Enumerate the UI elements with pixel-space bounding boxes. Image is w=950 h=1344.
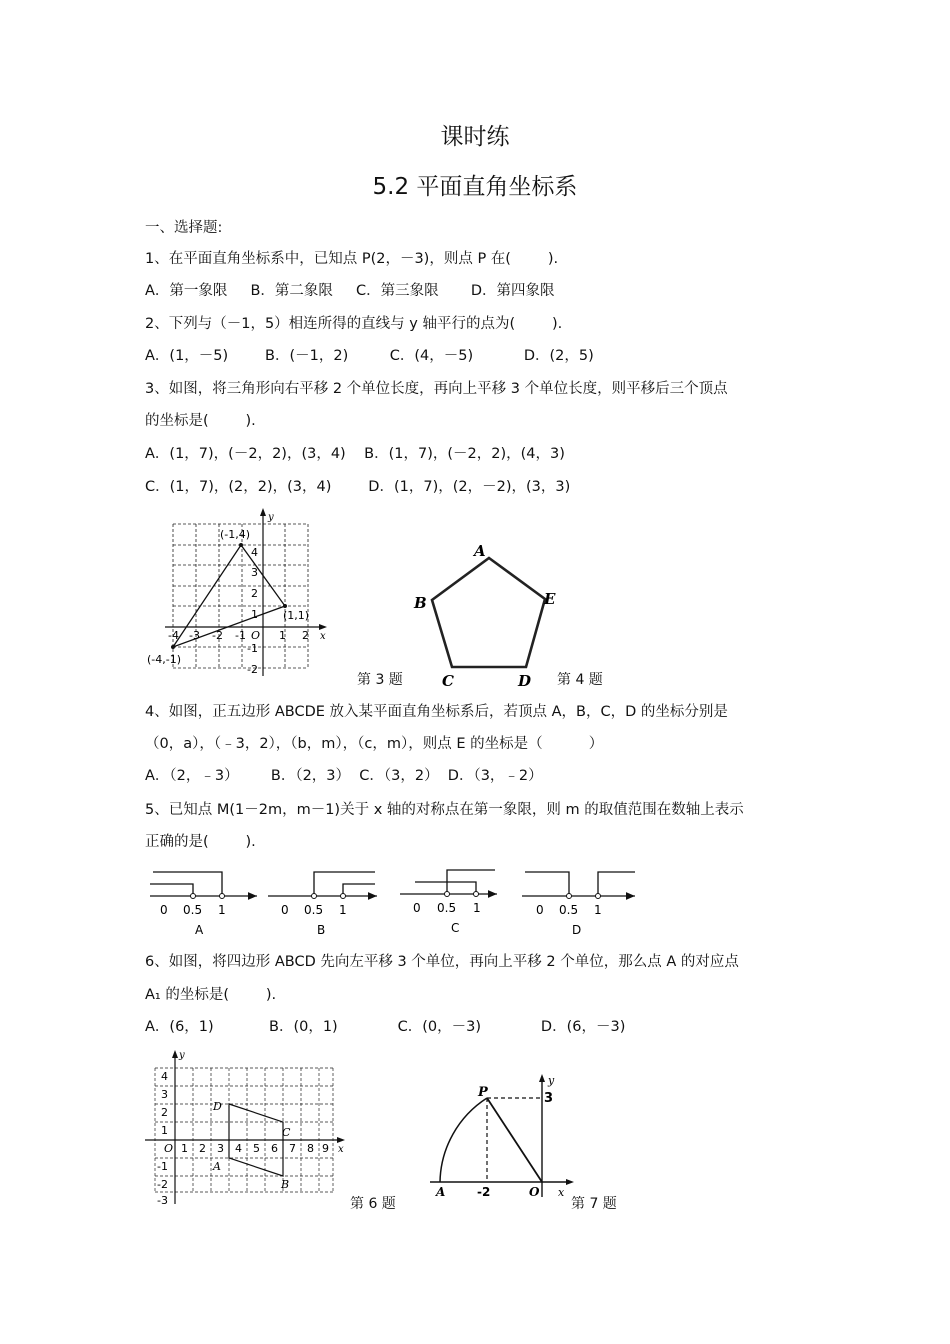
q7-x-tick-minus2: -2 (477, 1185, 491, 1199)
q7-point-a: A (436, 1185, 446, 1199)
q6-vertex-c: C (282, 1126, 291, 1139)
q1-stem: 1、在平面直角坐标系中，已知点 P(2，－3)，则点 P 在( ). (145, 251, 559, 267)
q3-origin: O (251, 629, 261, 642)
q3-stem-line1: 3、如图，将三角形向右平移 2 个单位长度，再向上平移 3 个单位长度，则平移后三个顶点 (145, 381, 728, 397)
q4-vertex-b: B (414, 594, 427, 612)
q6-x-tick: 5 (253, 1142, 260, 1155)
q4-pentagon (432, 558, 545, 667)
page-title: 课时练 (440, 124, 510, 150)
q3-y-tick: 3 (251, 566, 258, 579)
q7-segment-po (487, 1098, 542, 1182)
q5-label-a: A (195, 923, 204, 937)
q5-c-tick-05: 0.5 (437, 901, 457, 915)
section-heading: 一、选择题: (145, 220, 223, 236)
q5-label-b: B (317, 923, 326, 937)
q6-options: A．(6，1) B．(0，1) C．(0，－3) D．(6，－3) (145, 1019, 626, 1035)
q3-label-top: (-1,4) (220, 528, 251, 541)
q6-vertex-d: D (213, 1100, 222, 1113)
q3-figure (147, 508, 340, 678)
q6-caption: 第 6 题 (350, 1196, 396, 1212)
q3-x-tick: -3 (189, 629, 200, 642)
q6-y-ticks (157, 1070, 168, 1207)
q3-y-ticks (247, 546, 261, 676)
q4-vertex-c: C (442, 672, 454, 690)
q7-arc (440, 1098, 487, 1182)
q3-x-tick: 2 (302, 629, 309, 642)
q2-options: A．(1，－5) B．(－1，2) C．(4，－5) D．(2，5) (145, 348, 594, 364)
q4-vertex-a: A (474, 542, 486, 560)
q7-y-axis-label: y (548, 1074, 555, 1087)
q5-a-tick-0: 0 (160, 903, 168, 917)
q5-label-c: C (451, 921, 460, 935)
q3-stem-line2: 的坐标是( ). (145, 413, 256, 429)
q3-y-tick: -2 (247, 663, 258, 676)
q7-caption: 第 7 题 (571, 1196, 617, 1212)
q3-y-tick: 1 (251, 608, 258, 621)
q6-x-tick: 8 (307, 1142, 314, 1155)
q6-y-tick: 3 (161, 1088, 168, 1101)
q4-options: A．（2，﹣3） B．（2，3） C．（3，2） D．（3，﹣2） (145, 768, 543, 784)
q6-x-tick: 1 (181, 1142, 188, 1155)
q5-stem-line2: 正确的是( ). (145, 834, 256, 850)
q5-d-tick-0: 0 (536, 903, 544, 917)
q7-figure (430, 1072, 580, 1202)
q6-vertex-b: B (281, 1178, 290, 1191)
q6-y-tick: -2 (157, 1178, 168, 1191)
q6-x-tick: 6 (271, 1142, 278, 1155)
q3-options-ab: A．(1，7)，(－2，2)，(3，4) B．(1，7)，(－2，2)，(4，3) (145, 446, 565, 462)
q3-x-tick: -2 (212, 629, 223, 642)
q5-c-tick-1: 1 (473, 901, 481, 915)
q5-option-a-line (150, 872, 257, 937)
q7-x-axis-label: x (558, 1186, 565, 1199)
q3-y-tick: 4 (251, 546, 258, 559)
q6-y-tick: -3 (157, 1194, 168, 1207)
q6-x-tick: 2 (199, 1142, 206, 1155)
q6-axes (145, 1054, 341, 1204)
q5-label-d: D (572, 923, 582, 937)
q4-stem-line1: 4、如图，正五边形 ABCDE 放入某平面直角坐标系后，若顶点 A，B，C，D 的坐标分别是 (145, 704, 728, 720)
page-subtitle: 5.2 平面直角坐标系 (372, 174, 578, 200)
q3-x-axis-label: x (320, 631, 326, 642)
q3-y-tick: 2 (251, 587, 258, 600)
q4-stem-line2: （0，a），（﹣3，2），（b，m），（c，m），则点 E 的坐标是（ ） (145, 736, 604, 752)
q5-a-tick-05: 0.5 (183, 903, 203, 917)
q3-label-left: (-4,-1) (147, 653, 182, 666)
q6-x-axis-label: x (338, 1144, 344, 1155)
q3-x-ticks (168, 629, 309, 642)
q3-x-tick: -4 (168, 629, 179, 642)
q4-figure (412, 540, 572, 690)
q6-y-tick: 2 (161, 1106, 168, 1119)
q6-x-tick: 4 (235, 1142, 242, 1155)
q5-b-tick-0: 0 (281, 903, 289, 917)
q6-y-tick: -1 (157, 1160, 168, 1173)
q6-grid (155, 1068, 333, 1192)
q6-vertex-a: A (213, 1160, 221, 1173)
q4-vertex-e: E (544, 590, 556, 608)
q3-x-tick: -1 (235, 629, 246, 642)
q3-options-cd: C．(1，7)，(2，2)，(3，4) D．(1，7)，(2，－2)，(3，3) (145, 479, 571, 495)
q6-x-tick: 9 (322, 1142, 329, 1155)
q5-a-tick-1: 1 (218, 903, 226, 917)
q3-y-tick: -1 (247, 642, 258, 655)
q6-x-ticks (181, 1142, 329, 1155)
q4-caption: 第 4 题 (557, 672, 603, 688)
q5-d-tick-05: 0.5 (559, 903, 579, 917)
q5-option-d-line (522, 872, 635, 937)
q6-figure (145, 1048, 355, 1208)
q1-options: A．第一象限 B．第二象限 C．第三象限 D．第四象限 (145, 283, 555, 299)
q5-c-tick-0: 0 (413, 901, 421, 915)
q3-caption: 第 3 题 (357, 672, 403, 688)
q5-option-b-line (268, 872, 377, 937)
q7-origin: O (529, 1185, 540, 1199)
q6-stem-line2: A₁ 的坐标是( ). (145, 987, 277, 1003)
q6-y-tick: 4 (161, 1070, 168, 1083)
q6-y-axis-label: y (179, 1050, 185, 1061)
q6-x-tick: 7 (289, 1142, 296, 1155)
q3-label-right: (1,1) (283, 609, 310, 622)
q5-d-tick-1: 1 (594, 903, 602, 917)
q5-b-tick-1: 1 (339, 903, 347, 917)
q6-origin: O (164, 1142, 174, 1155)
q5-option-c-line (400, 870, 497, 935)
q4-vertex-d: D (518, 672, 532, 690)
q5-b-tick-05: 0.5 (304, 903, 324, 917)
q6-x-tick: 3 (217, 1142, 224, 1155)
q5-stem-line1: 5、已知点 M(1－2m，m－1)关于 x 轴的对称点在第一象限，则 m 的取值范围在数轴上表示 (145, 802, 744, 818)
q6-y-tick: 1 (161, 1124, 168, 1137)
q7-y-tick-3: 3 (544, 1091, 554, 1106)
q3-y-axis-label: y (268, 512, 274, 523)
q7-point-p: P (478, 1085, 488, 1100)
q2-stem: 2、下列与（－1，5）相连所得的直线与 y 轴平行的点为( ). (145, 316, 563, 332)
q6-stem-line1: 6、如图，将四边形 ABCD 先向左平移 3 个单位，再向上平移 2 个单位，那么点 A 的对应点 (145, 954, 739, 970)
q5-number-lines (145, 860, 645, 940)
q3-x-tick: 1 (279, 629, 286, 642)
